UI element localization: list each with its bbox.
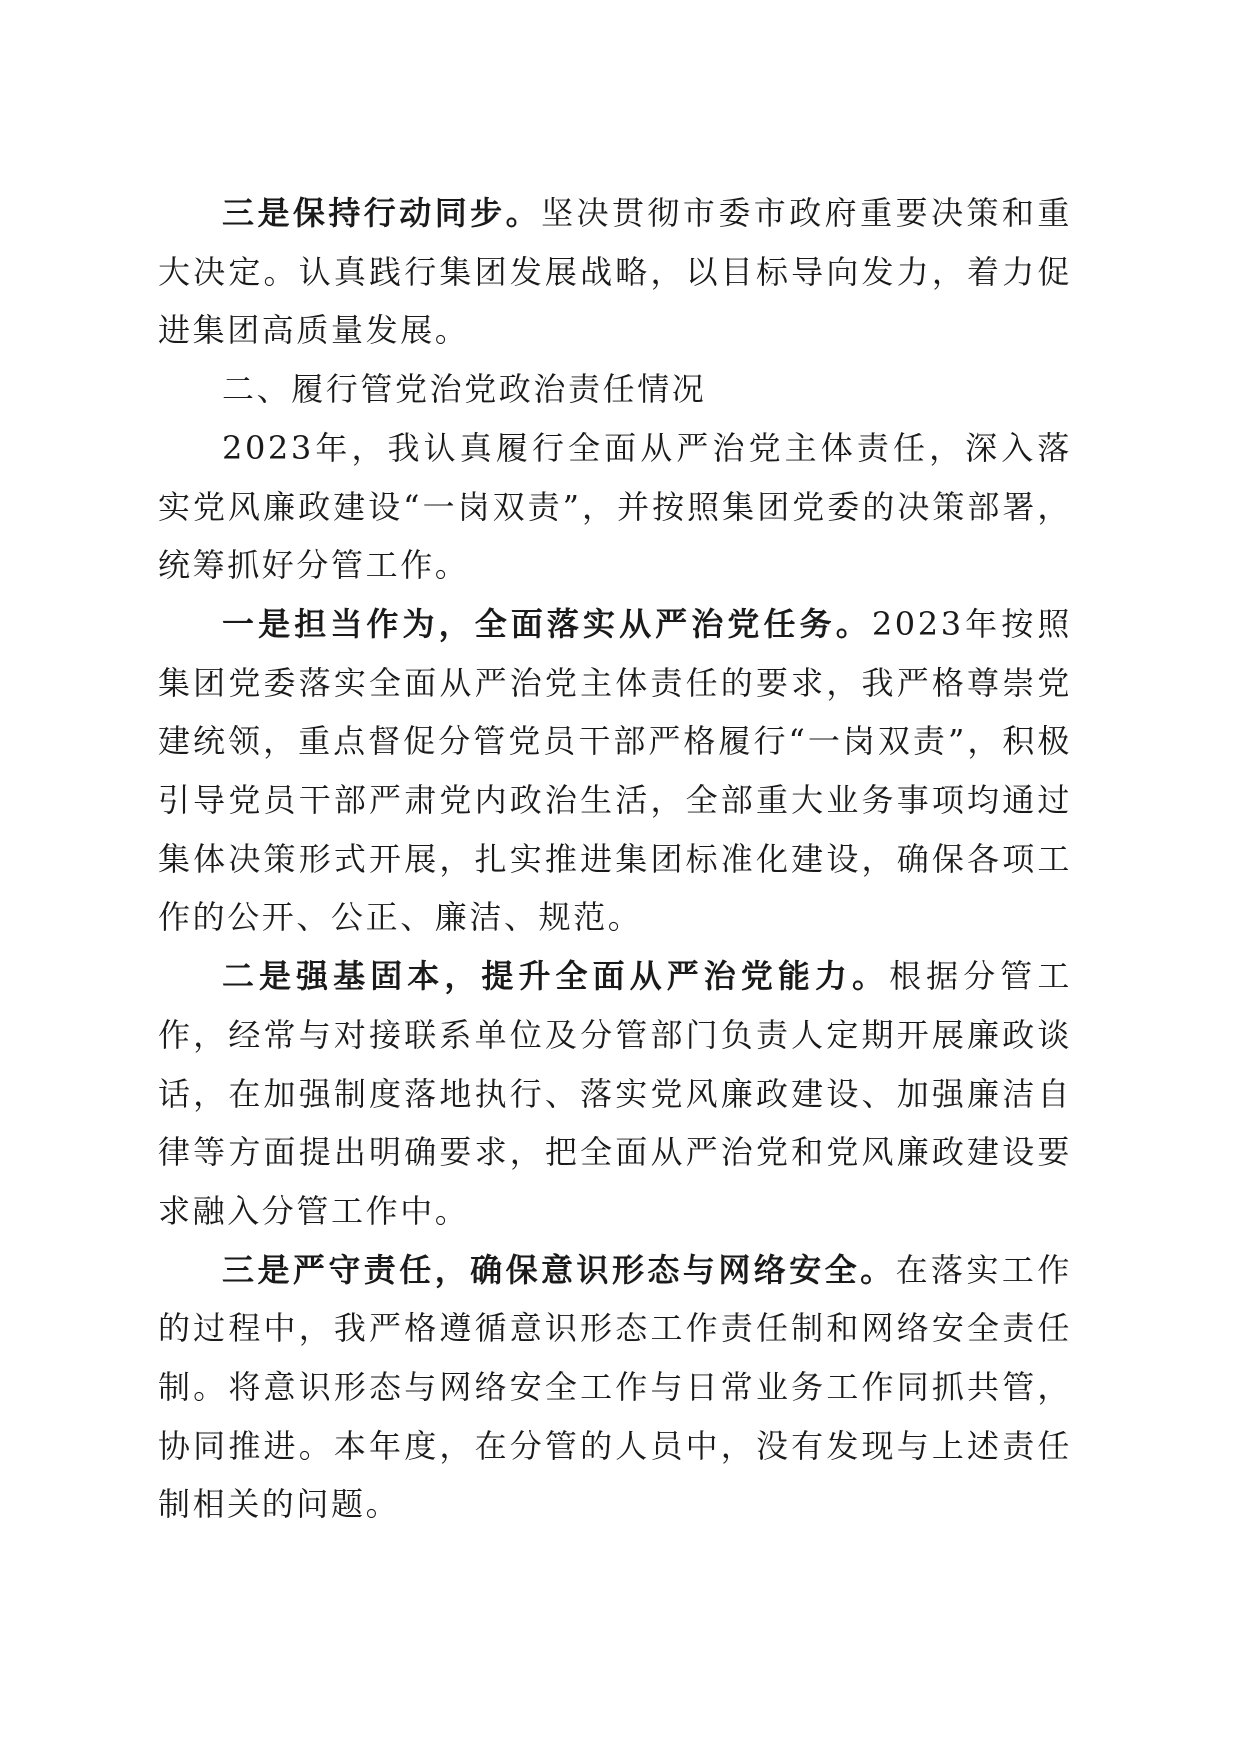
paragraph-point-one [158, 595, 1072, 947]
paragraph-intro-2023 [158, 419, 1072, 595]
paragraph-text: 根据分管工作，经常与对接联系单位及分管部门负责人定期开展廉政谈话，在加强制度落地执行、落实党风廉政建设、加强廉洁自律等方面提出明确要求，把全面从严治党和党风廉政建设要求融入分管工作中。 [158, 957, 1072, 1230]
paragraph-text: 2023年，我认真履行全面从严治党主体责任，深入落实党风廉政建设“一岗双责”，并按照集团党委的决策部署，统筹抓好分管工作。 [158, 428, 1072, 585]
paragraph-action-sync [158, 184, 1072, 360]
paragraph-text: 坚决贯彻市委市政府重要决策和重大决定。认真践行集团发展战略，以目标导向发力，着力促进集团高质量发展。 [158, 194, 1072, 350]
paragraph-lead: 二是强基固本，提升全面从严治党能力。 [222, 957, 890, 996]
paragraph-lead: 三是严守责任，确保意识形态与网络安全。 [222, 1250, 896, 1289]
section-heading: 二、履行管党治党政治责任情况 [222, 370, 707, 409]
document-body [158, 184, 1072, 1534]
paragraph-lead: 一是担当作为，全面落实从严治党任务。 [222, 604, 872, 643]
paragraph-text: 2023年按照集团党委落实全面从严治党主体责任的要求，我严格尊崇党建统领，重点督促分管党员干部严格履行“一岗双责”，积极引导党员干部严肃党内政治生活，全部重大业务事项均通过集体决策形式开展，扎实推进集团标准化建设，确保各项工作的公开、公正、廉洁、规范。 [158, 604, 1072, 937]
paragraph-text: 在落实工作的过程中，我严格遵循意识形态工作责任制和网络安全责任制。将意识形态与网络安全工作与日常业务工作同抓共管，协同推进。本年度，在分管的人员中，没有发现与上述责任制相关的问题。 [158, 1250, 1072, 1524]
paragraph-lead: 三是保持行动同步。 [222, 194, 542, 232]
paragraph-point-three [158, 1241, 1072, 1535]
paragraph-point-two [158, 947, 1072, 1241]
